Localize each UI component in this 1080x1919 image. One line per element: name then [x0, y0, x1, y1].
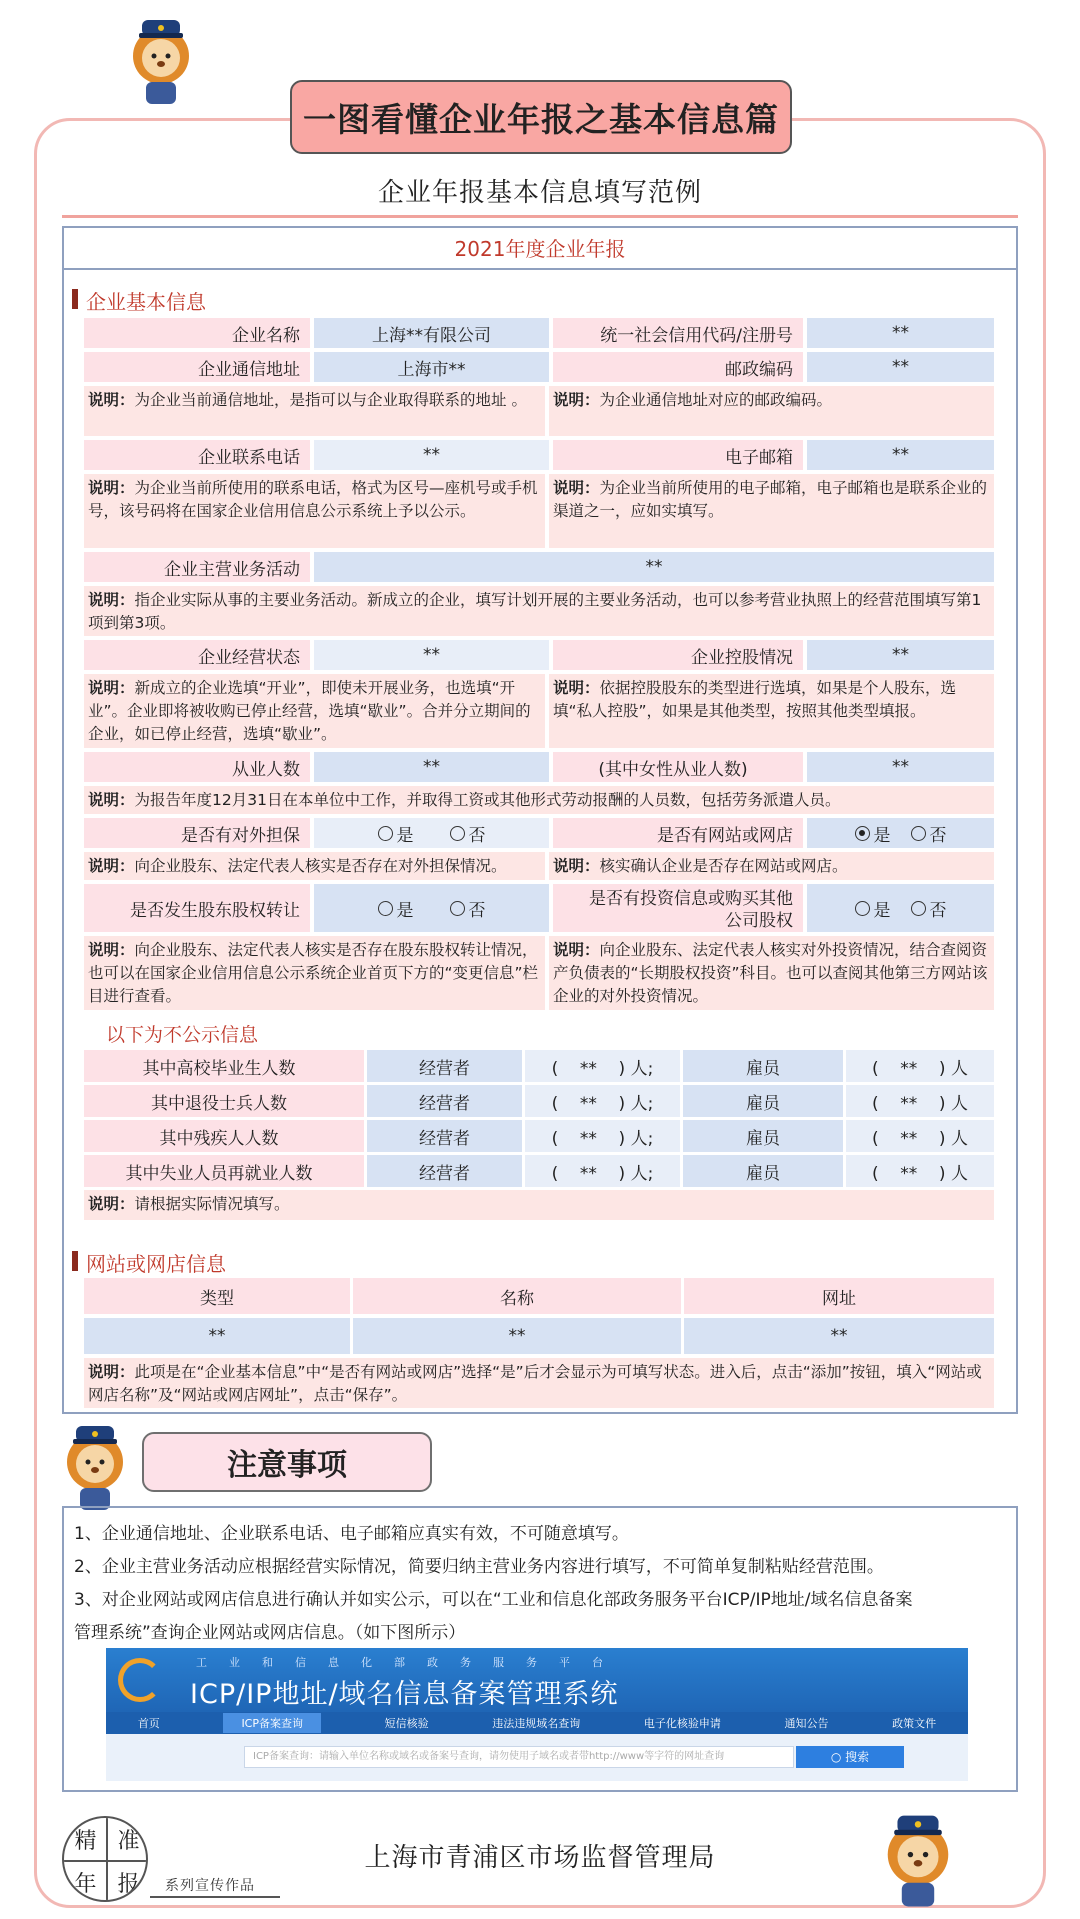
table-row	[84, 1085, 994, 1117]
company-name-field[interactable]: 上海**有限公司	[314, 318, 549, 348]
icp-nav-notice[interactable]: 通知公告	[784, 1717, 829, 1730]
investment-label: 是否有投资信息或购买其他 公司股权	[553, 884, 803, 932]
investment-yes-radio[interactable]: 是	[855, 896, 891, 921]
nonpublic-label: 其中失业人员再就业人数	[84, 1155, 364, 1187]
employee-label: 雇员	[683, 1085, 843, 1117]
lion-mascot-icon	[58, 1422, 132, 1512]
guarantee-label: 是否有对外担保	[84, 818, 310, 848]
website-no-radio[interactable]: 否	[911, 821, 947, 846]
website-label: 是否有网站或网店	[553, 818, 803, 848]
business-note: 说明：指企业实际从事的主要业务活动。新成立的企业，填写计划开展的主要业务活动，也可以参考营业执照上的经营范围填写第1项到第3项。	[84, 586, 994, 636]
employee-count-field[interactable]: ( ** ) 人	[846, 1120, 994, 1152]
operator-count-field[interactable]: ( ** ) 人;	[525, 1120, 680, 1152]
guarantee-no-radio[interactable]: 否	[450, 821, 486, 846]
equity-note: 说明：向企业股东、法定代表人核实是否存在股东股权转让情况，也可以在国家企业信用信息公示系统企业首页下方的“变更信息”栏目进行查看。	[84, 936, 545, 1010]
company-name-label: 企业名称	[84, 318, 310, 348]
notice-box	[62, 1506, 1018, 1792]
note-row	[84, 936, 994, 1010]
page-title: 一图看懂企业年报之基本信息篇	[290, 80, 792, 154]
holding-field[interactable]: **	[807, 640, 994, 670]
investment-note: 说明：向企业股东、法定代表人核实对外投资情况，结合查阅资产负债表的“长期股权投资”科目。也可以查阅其他第三方网站该企业的对外投资情况。	[549, 936, 994, 1010]
business-field[interactable]: **	[314, 552, 994, 582]
credit-code-field[interactable]: **	[807, 318, 994, 348]
notice-item: 3、对企业网站或网店信息进行确认并如实公示，可以在“工业和信息化部政务服务平台ICP/IP地址/域名信息备案	[74, 1590, 913, 1610]
series-label: 系列宣传作品	[165, 1878, 255, 1894]
operator-count-field[interactable]: ( ** ) 人;	[525, 1155, 680, 1187]
table-row	[84, 1120, 994, 1152]
table-row	[84, 1318, 994, 1354]
website-radio-group	[807, 818, 994, 848]
icp-nav-query[interactable]: ICP备案查询	[223, 1713, 321, 1733]
section-website-info: 网站或网店信息	[72, 1248, 226, 1277]
investment-radio-group	[807, 884, 994, 932]
form-row	[84, 318, 994, 348]
icp-small-title: 工业和信息化部政务服务平台	[196, 1656, 625, 1669]
website-type-field[interactable]: **	[84, 1318, 350, 1354]
form-row	[84, 640, 994, 670]
operator-count-field[interactable]: ( ** ) 人;	[525, 1050, 680, 1082]
table-row	[84, 1050, 994, 1082]
status-label: 企业经营状态	[84, 640, 310, 670]
icp-nav-policy[interactable]: 政策文件	[892, 1717, 937, 1730]
notice-title: 注意事项	[142, 1432, 432, 1492]
website-yes-radio[interactable]: 是	[855, 821, 891, 846]
section-basic-info: 企业基本信息	[72, 286, 206, 315]
form-row	[84, 752, 994, 782]
page-subtitle: 企业年报基本信息填写范例	[377, 178, 702, 208]
operator-label: 经营者	[367, 1120, 522, 1152]
operator-label: 经营者	[367, 1050, 522, 1082]
employees-field[interactable]: **	[314, 752, 549, 782]
website-name-field[interactable]: **	[353, 1318, 681, 1354]
employee-count-field[interactable]: ( ** ) 人	[846, 1155, 994, 1187]
employee-count-field[interactable]: ( ** ) 人	[846, 1085, 994, 1117]
employee-label: 雇员	[683, 1155, 843, 1187]
credit-code-label: 统一社会信用代码/注册号	[553, 318, 803, 348]
phone-note: 说明：为企业当前所使用的联系电话，格式为区号—座机号或手机号，该号码将在国家企业信用信息公示系统上予以公示。	[84, 474, 545, 548]
website-url-field[interactable]: **	[684, 1318, 994, 1354]
icp-search-input[interactable]: ICP备案查询：请输入单位名称或域名或备案号查询，请勿使用子域名或者带http://www等字符的网址查询	[244, 1746, 794, 1768]
employee-label: 雇员	[683, 1120, 843, 1152]
holding-note: 说明：依据控股股东的类型进行选填，如果是个人股东，选填“私人控股”，如果是其他类型，按照其他类型填报。	[549, 674, 994, 748]
employee-label: 雇员	[683, 1050, 843, 1082]
website-table-header	[84, 1278, 994, 1314]
equity-transfer-label: 是否发生股东股权转让	[84, 884, 310, 932]
notice-item: 管理系统”查询企业网站或网店信息。（如下图所示）	[74, 1623, 466, 1643]
employee-count-field[interactable]: ( ** ) 人	[846, 1050, 994, 1082]
website-note: 说明：核实确认企业是否存在网站或网店。	[549, 852, 994, 880]
website-info-note: 说明：此项是在“企业基本信息”中“是否有网站或网店”选择“是”后才会显示为可填写状态。进入后，点击“添加”按钮，填入“网站或网店名称”及“网站或网店网址”，点击“保存”。	[84, 1358, 994, 1408]
column-header-name: 名称	[353, 1278, 681, 1314]
icp-nav-illegal[interactable]: 违法违规域名查询	[492, 1717, 581, 1730]
icp-logo-icon	[118, 1658, 162, 1702]
holding-label: 企业控股情况	[553, 640, 803, 670]
notice-item: 2、企业主营业务活动应根据经营实际情况，简要归纳主营业务内容进行填写，不可简单复制粘贴经营范围。	[74, 1557, 884, 1577]
nonpublic-label: 其中高校毕业生人数	[84, 1050, 364, 1082]
guarantee-radio-group	[314, 818, 549, 848]
radio-icon	[911, 901, 926, 916]
email-note: 说明：为企业当前所使用的电子邮箱，电子邮箱也是联系企业的渠道之一，应如实填写。	[549, 474, 994, 548]
investment-no-radio[interactable]: 否	[911, 896, 947, 921]
postcode-label: 邮政编码	[553, 352, 803, 382]
icp-nav-verify[interactable]: 电子化核验申请	[643, 1717, 721, 1730]
postcode-field[interactable]: **	[807, 352, 994, 382]
nonpublic-label: 其中退役士兵人数	[84, 1085, 364, 1117]
note-row	[84, 386, 994, 436]
lion-mascot-icon	[124, 16, 198, 106]
icp-nav	[106, 1712, 968, 1734]
phone-label: 企业联系电话	[84, 440, 310, 470]
guarantee-yes-radio[interactable]: 是	[378, 821, 414, 846]
stamp-char: 准	[117, 1829, 140, 1854]
icp-search-button[interactable]: ○ 搜索	[796, 1746, 904, 1768]
icp-main-title: ICP/IP地址/域名信息备案管理系统	[190, 1679, 619, 1710]
female-employees-label: (其中女性从业人数)	[553, 752, 803, 782]
status-field[interactable]: **	[314, 640, 549, 670]
stamp-char: 精	[74, 1829, 97, 1854]
radio-icon	[378, 901, 393, 916]
agency-name: 上海市青浦区市场监督管理局	[364, 1843, 716, 1873]
icp-header	[106, 1648, 968, 1712]
icp-system-screenshot	[106, 1648, 968, 1781]
table-row	[84, 1155, 994, 1187]
notice-item: 1、企业通信地址、企业联系电话、电子邮箱应真实有效，不可随意填写。	[74, 1524, 629, 1544]
form-row	[84, 352, 994, 382]
nonpublic-label: 其中残疾人人数	[84, 1120, 364, 1152]
postcode-note: 说明：为企业通信地址对应的邮政编码。	[549, 386, 994, 436]
stamp-char: 报	[117, 1872, 140, 1897]
equity-radio-group	[314, 884, 549, 932]
phone-field[interactable]: **	[314, 440, 549, 470]
business-label: 企业主营业务活动	[84, 552, 310, 582]
form-row	[84, 552, 994, 582]
form-row	[84, 884, 994, 932]
stamp-char: 年	[74, 1872, 97, 1897]
form-header: 2021年度企业年报	[64, 228, 1016, 270]
radio-icon	[378, 826, 393, 841]
employees-note: 说明：为报告年度12月31日在本单位中工作，并取得工资或其他形式劳动报酬的人员数，包括劳务派遣人员。	[84, 786, 994, 814]
status-note: 说明：新成立的企业选填“开业”，即使未开展业务，也选填“开业”。企业即将被收购已停止经营，选填“歇业”。合并分立期间的企业，如已停止经营，选填“歇业”。	[84, 674, 545, 748]
nonpublic-note: 说明：请根据实际情况填写。	[84, 1190, 994, 1220]
email-label: 电子邮箱	[553, 440, 803, 470]
radio-icon	[450, 901, 465, 916]
note-row	[84, 674, 994, 748]
address-note: 说明：为企业当前通信地址，是指可以与企业取得联系的地址 。	[84, 386, 545, 436]
operator-label: 经营者	[367, 1155, 522, 1187]
radio-icon	[911, 826, 926, 841]
address-label: 企业通信地址	[84, 352, 310, 382]
note-row	[84, 474, 994, 548]
radio-icon	[450, 826, 465, 841]
form-row	[84, 818, 994, 848]
equity-yes-radio[interactable]: 是	[378, 896, 414, 921]
employees-label: 从业人数	[84, 752, 310, 782]
annual-report-form	[62, 226, 1018, 1414]
radio-icon	[855, 901, 870, 916]
address-field[interactable]: 上海市**	[314, 352, 549, 382]
operator-count-field[interactable]: ( ** ) 人;	[525, 1085, 680, 1117]
email-field[interactable]: **	[807, 440, 994, 470]
icp-search-row	[106, 1734, 968, 1781]
divider	[150, 1896, 280, 1898]
column-header-type: 类型	[84, 1278, 350, 1314]
radio-selected-icon	[855, 826, 870, 841]
icp-nav-sms[interactable]: 短信核验	[384, 1717, 429, 1730]
operator-label: 经营者	[367, 1085, 522, 1117]
form-row	[84, 440, 994, 470]
equity-no-radio[interactable]: 否	[450, 896, 486, 921]
lion-mascot-icon	[878, 1810, 958, 1910]
column-header-url: 网址	[684, 1278, 994, 1314]
divider	[62, 215, 1018, 218]
icp-nav-home[interactable]: 首页	[137, 1717, 160, 1730]
note-row	[84, 852, 994, 880]
female-employees-field[interactable]: **	[807, 752, 994, 782]
guarantee-note: 说明：向企业股东、法定代表人核实是否存在对外担保情况。	[84, 852, 545, 880]
nonpublic-title: 以下为不公示信息	[106, 1024, 259, 1046]
